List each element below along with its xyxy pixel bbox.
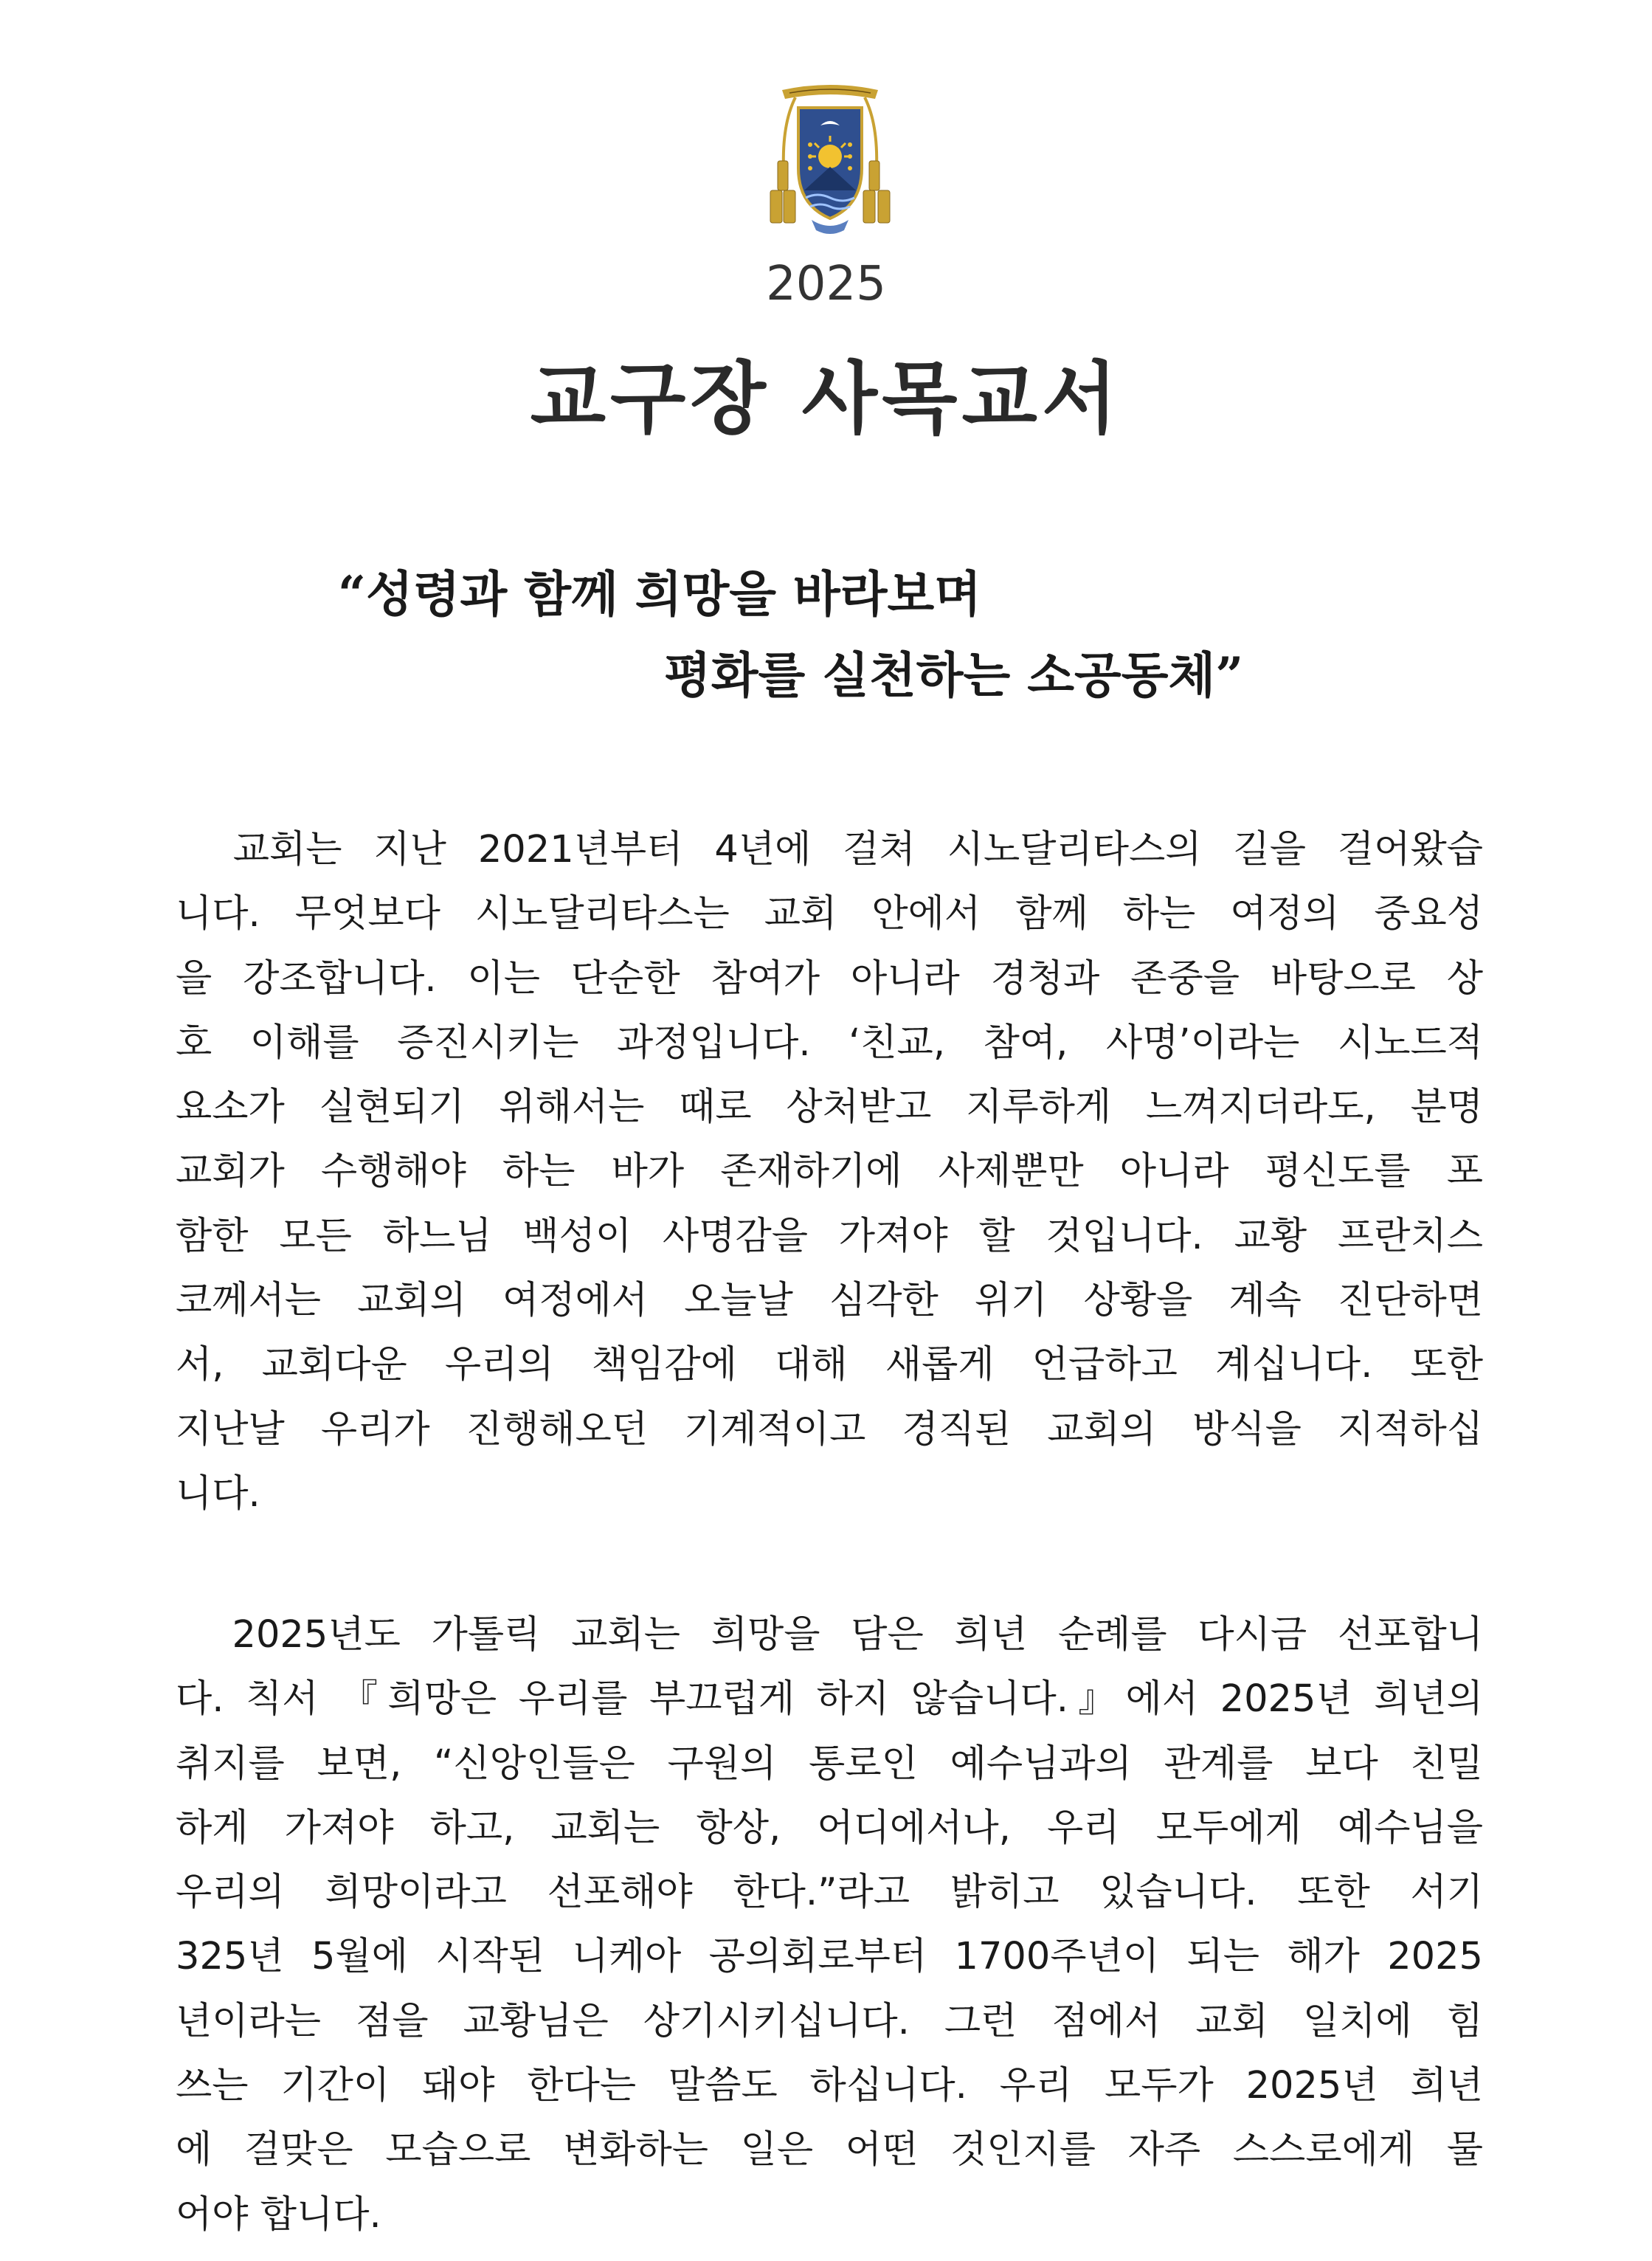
text-line: 년이라는 점을 교황님은 상기시키십니다. 그런 점에서 교회 일치에 힘 <box>176 1999 1483 2043</box>
text-line: 서, 교회다운 우리의 책임감에 대해 새롭게 언급하고 계십니다. 또한 <box>176 1343 1483 1387</box>
text-line: 하게 가져야 하고, 교회는 항상, 어디에서나, 우리 모두에게 예수님을 <box>176 1806 1483 1850</box>
text-line: 호 이해를 증진시키는 과정입니다. ‘친교, 참여, 사명’이라는 시노드적 <box>176 1021 1483 1065</box>
text-line: 지난날 우리가 진행해오던 기계적이고 경직된 교회의 방식을 지적하십 <box>176 1407 1483 1451</box>
motto-line-2: 평화를 실천하는 소공동체” <box>664 646 1244 704</box>
text-line: 니다. <box>176 1471 260 1516</box>
text-line: 교회가 수행해야 하는 바가 존재하기에 사제뿐만 아니라 평신도를 포 <box>176 1150 1483 1194</box>
text-line: 을 강조합니다. 이는 단순한 참여가 아니라 경청과 존중을 바탕으로 상 <box>176 956 1483 1001</box>
text-line: 다. 칙서 『희망은 우리를 부끄럽게 하지 않습니다.』에서 2025년 희년의 <box>176 1677 1483 1722</box>
document-title: 교구장 사목교서 <box>530 353 1122 444</box>
text-line: 어야 합니다. <box>176 2192 381 2237</box>
text-line: 요소가 실현되기 위해서는 때로 상처받고 지루하게 느껴지더라도, 분명 <box>176 1085 1483 1130</box>
text-line: 함한 모든 하느님 백성이 사명감을 가져야 할 것입니다. 교황 프란치스 <box>176 1214 1483 1258</box>
text-line: 쓰는 기간이 돼야 한다는 말씀도 하십니다. 우리 모두가 2025년 희년 <box>176 2064 1483 2108</box>
text-line: 2025년도 가톨릭 교회는 희망을 담은 희년 순례를 다시금 선포합니 <box>176 1613 1483 1657</box>
text-line: 코께서는 교회의 여정에서 오늘날 심각한 위기 상황을 계속 진단하면 <box>176 1279 1483 1323</box>
text-line: 취지를 보면, “신앙인들은 구원의 통로인 예수님과의 관계를 보다 친밀 <box>176 1742 1483 1786</box>
text-line: 우리의 희망이라고 선포해야 한다.”라고 밝히고 있습니다. 또한 서기 <box>176 1871 1483 1915</box>
text-line: 325년 5월에 시작된 니케아 공의회로부터 1700주년이 되는 해가 2025 <box>176 1935 1483 1979</box>
text-line: 교회는 지난 2021년부터 4년에 걸쳐 시노달리타스의 길을 걸어왔습 <box>176 828 1483 871</box>
body-paragraph-2 <box>176 1603 1483 2247</box>
episcopal-coat-of-arms-icon <box>767 80 893 244</box>
document-year: 2025 <box>766 257 886 311</box>
body-paragraph-1 <box>176 818 1483 1526</box>
motto-line-1: “성령과 함께 희망을 바라보며 <box>338 565 981 623</box>
text-line: 니다. 무엇보다 시노달리타스는 교회 안에서 함께 하는 여정의 중요성 <box>176 892 1483 936</box>
text-line: 에 걸맞은 모습으로 변화하는 일은 어떤 것인지를 자주 스스로에게 물 <box>176 2128 1483 2172</box>
